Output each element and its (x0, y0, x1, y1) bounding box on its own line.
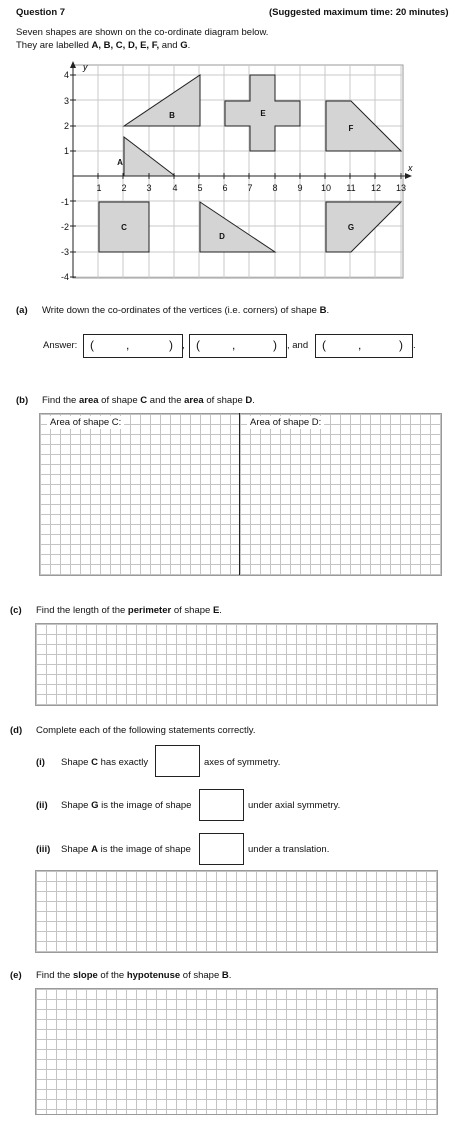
open-paren: ( (90, 338, 94, 352)
comma: , (232, 338, 236, 352)
close-paren: ) (169, 338, 173, 352)
x-tick-label: 3 (146, 183, 152, 193)
x-axis-arrow (405, 173, 412, 179)
y-axis-label: y (83, 62, 88, 72)
x-tick-label: 5 (197, 183, 203, 193)
close-paren: ) (399, 338, 403, 352)
part-d-question: Complete each of the following statements correctly. (36, 725, 256, 736)
x-tick-label: 9 (297, 183, 303, 193)
shape-label-g: G (347, 223, 355, 232)
open-paren: ( (196, 338, 200, 352)
part-e-label: (e) (10, 970, 22, 981)
comma: , (126, 338, 130, 352)
y-tick-label: -2 (60, 222, 69, 232)
separator-comma: , (182, 340, 185, 351)
x-tick-label: 2 (121, 183, 127, 193)
x-axis-label: x (408, 163, 413, 173)
part-a-label: (a) (16, 305, 28, 316)
statement-ii-text: Shape G is the image of shape (61, 800, 192, 811)
part-c-label: (c) (10, 605, 22, 616)
x-tick-label: 13 (395, 183, 407, 193)
statement-ii-number: (ii) (36, 800, 48, 811)
area-working-grid[interactable] (39, 413, 442, 576)
y-tick-label: -1 (60, 197, 69, 207)
statement-i-text: Shape C has exactly (61, 757, 149, 768)
x-tick-label: 10 (320, 183, 332, 193)
question-title: Question 7 (16, 7, 66, 18)
statement-i-suffix: axes of symmetry. (204, 757, 281, 768)
close-paren: ) (273, 338, 277, 352)
area-d-label: Area of shape D: (247, 416, 324, 429)
statements-working-grid[interactable] (35, 870, 438, 953)
shape-label-b: B (169, 111, 175, 120)
statement-iii-number: (iii) (36, 844, 51, 855)
x-tick-label: 1 (96, 183, 102, 193)
area-divider (239, 413, 240, 575)
part-d-label: (d) (10, 725, 23, 736)
part-e-question: Find the slope of the hypotenuse of shape B. (36, 970, 232, 981)
x-tick-label: 12 (370, 183, 382, 193)
y-tick-label: 1 (63, 146, 69, 156)
shape-label-f: F (348, 124, 354, 133)
statement-iii-answer-box[interactable] (199, 833, 244, 865)
statement-ii-answer-box[interactable] (199, 789, 244, 821)
intro-line-1: Seven shapes are shown on the co-ordinate diagram below. (16, 27, 269, 38)
part-b-label: (b) (16, 395, 29, 406)
and-text: , and (287, 340, 309, 351)
x-tick-label: 11 (346, 183, 356, 193)
statement-ii-suffix: under axial symmetry. (248, 800, 341, 811)
coordinate-diagram (0, 55, 466, 285)
y-tick-label: 2 (63, 121, 69, 131)
open-paren: ( (322, 338, 326, 352)
statement-i-answer-box[interactable] (155, 745, 200, 777)
area-c-label: Area of shape C: (47, 416, 124, 429)
comma: , (358, 338, 362, 352)
shape-label-a: A (117, 158, 123, 167)
time-note: (Suggested maximum time: 20 minutes) (269, 7, 449, 18)
perimeter-working-grid[interactable] (35, 623, 438, 706)
y-tick-label: -3 (60, 247, 69, 257)
statement-iii-text: Shape A is the image of shape (61, 844, 191, 855)
slope-working-grid[interactable] (35, 988, 438, 1115)
x-tick-label: 4 (172, 183, 178, 193)
shape-label-d: D (219, 232, 225, 241)
part-a-question: Write down the co-ordinates of the vertices (i.e. corners) of shape B. (42, 305, 330, 316)
vertex-2-field[interactable] (189, 334, 287, 358)
intro-line-2: They are labelled A, B, C, D, E, F, and G. (16, 40, 191, 51)
y-tick-label: 4 (63, 70, 69, 80)
x-tick-label: 8 (272, 183, 278, 193)
x-tick-label: 7 (247, 183, 253, 193)
part-b-question: Find the area of shape C and the area of shape D. (42, 395, 255, 406)
y-tick-label: 3 (63, 96, 69, 106)
y-tick-label: -4 (60, 272, 69, 282)
final-dot: . (413, 340, 416, 351)
answer-label: Answer: (43, 340, 78, 351)
vertex-1-field[interactable] (83, 334, 183, 358)
shape-label-c: C (121, 223, 127, 232)
shape-label-e: E (260, 109, 266, 118)
statement-i-number: (i) (36, 757, 45, 768)
vertex-3-field[interactable] (315, 334, 413, 358)
x-tick-label: 6 (222, 183, 228, 193)
statement-iii-suffix: under a translation. (248, 844, 330, 855)
part-c-question: Find the length of the perimeter of shape E. (36, 605, 222, 616)
